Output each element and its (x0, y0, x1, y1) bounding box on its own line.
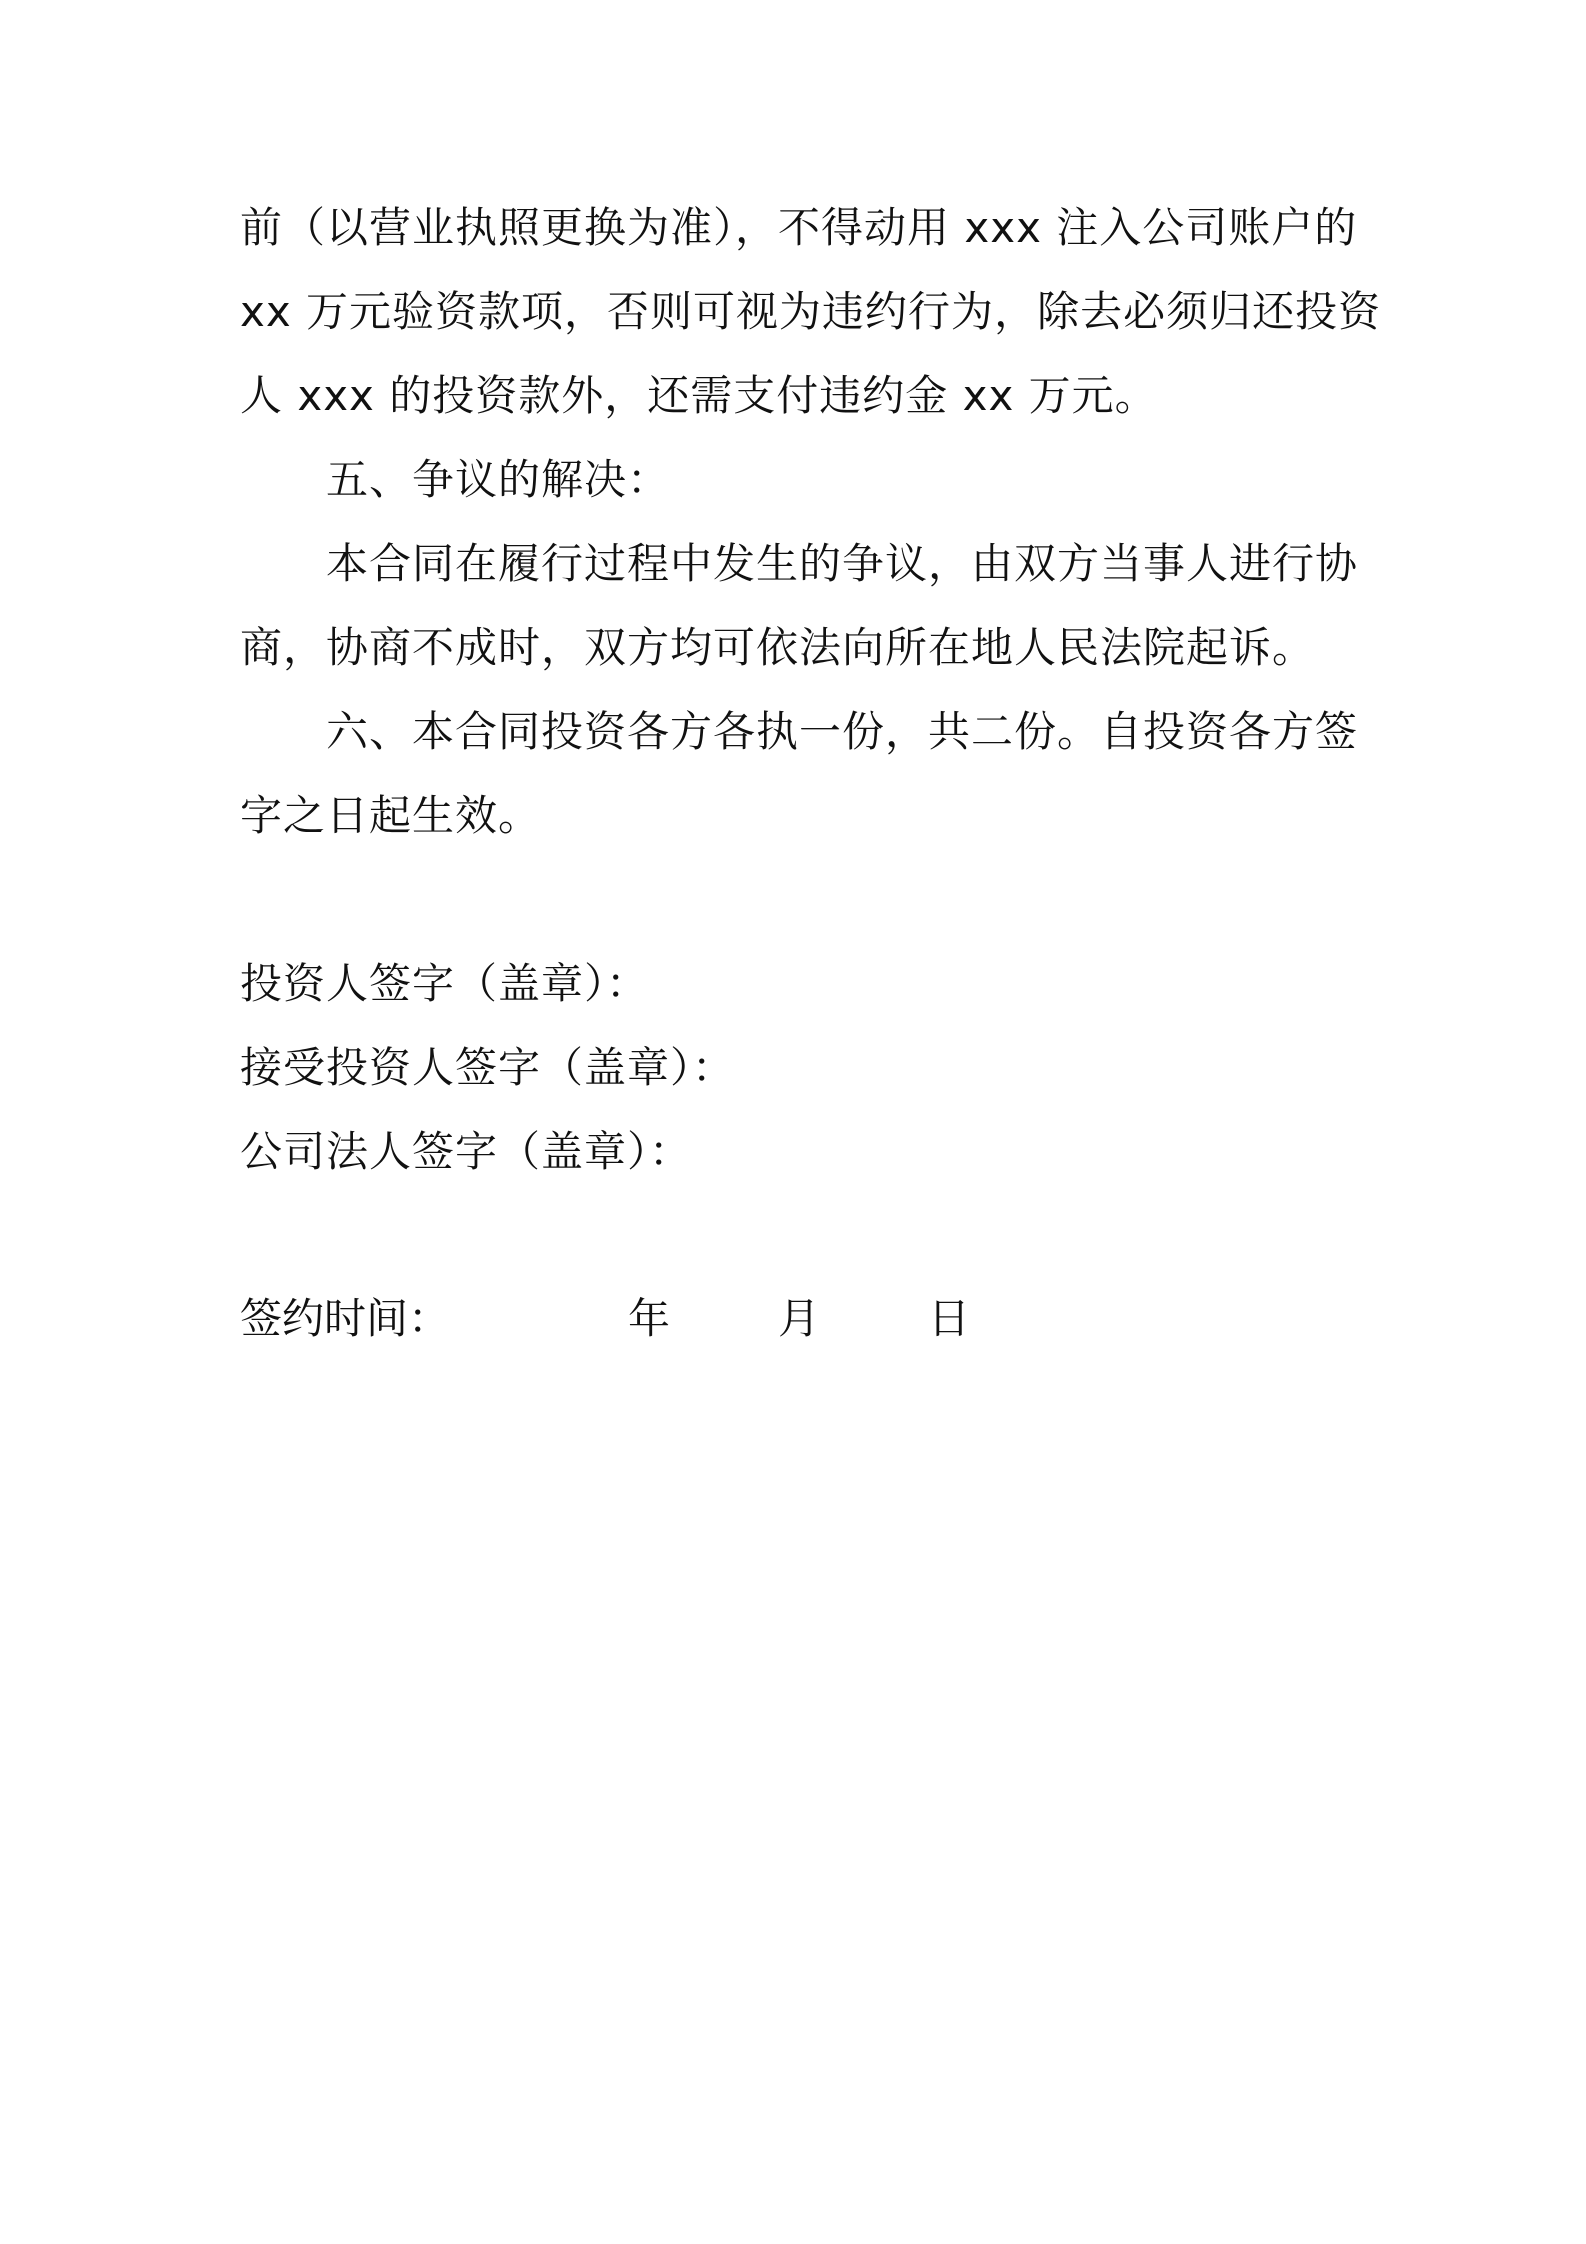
company-legal-signature-label: 公司法人签字（盖章）： (240, 1127, 693, 1176)
paragraph-line: 字之日起生效。 (240, 791, 542, 840)
section-heading: 五、争议的解决： (326, 455, 671, 504)
date-day-label: 日 (928, 1294, 971, 1343)
paragraph-line: 人 xxx 的投资款外，还需支付违约金 xx 万元。 (240, 371, 1158, 420)
section-dispute-resolution (240, 438, 1360, 690)
acceptor-signature-label: 接受投资人签字（盖章）： (240, 1043, 736, 1092)
date-month-label: 月 (778, 1294, 821, 1343)
signing-date-row (240, 1277, 1040, 1361)
paragraph-line: xx 万元验资款项，否则可视为违约行为，除去必须归还投资 (240, 287, 1382, 336)
investor-signature-label: 投资人签字（盖章）： (240, 959, 650, 1008)
paragraph-line: 前（以营业执照更换为准），不得动用 xxx 注入公司账户的 (240, 203, 1358, 252)
paragraph-line: 商，协商不成时，双方均可依法向所在地人民法院起诉。 (240, 623, 1316, 672)
date-year-label: 年 (628, 1294, 671, 1343)
paragraph-line: 六、本合同投资各方各执一份，共二份。自投资各方签 (326, 707, 1359, 756)
signing-date-label: 签约时间： (240, 1294, 451, 1343)
paragraph-line: 本合同在履行过程中发生的争议，由双方当事人进行协 (326, 539, 1359, 588)
clause-continuation (240, 186, 1382, 438)
section-copies-effective (240, 690, 1360, 858)
